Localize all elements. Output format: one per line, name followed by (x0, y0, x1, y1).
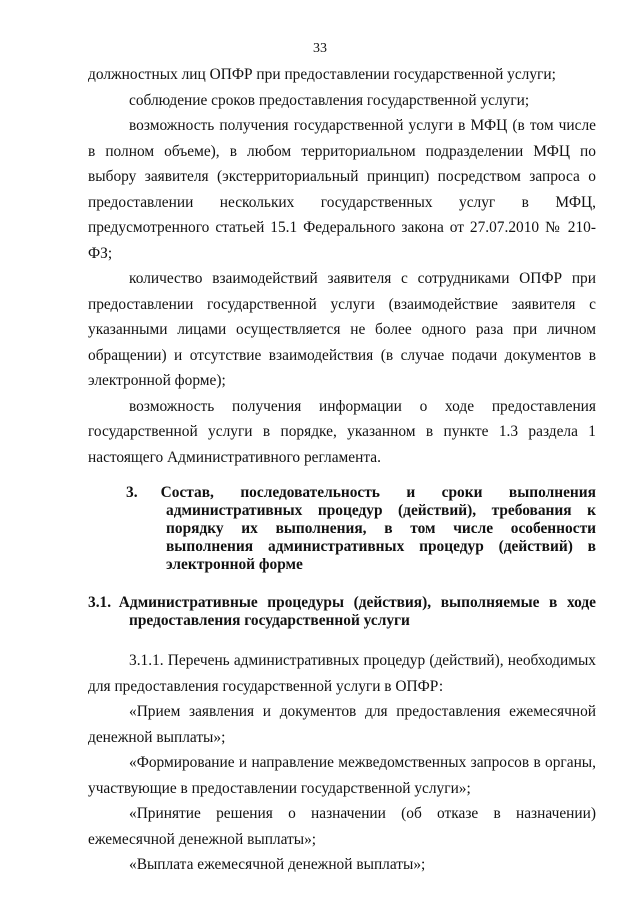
paragraph: возможность получения информации о ходе предоставления государственной услуги в порядке, указанном в пункте 1.3 раздела 1 настоящего Административного регламента. (88, 397, 596, 466)
paragraph: «Формирование и направление межведомственных запросов в органы, участвующие в предоставлении государственной услуги»; (88, 754, 596, 797)
paragraph: количество взаимодействий заявителя с сотрудниками ОПФР при предоставлении государственной услуги (взаимодействие заявителя с указанными лицами осуществляется не более одного раза при личном обращении) и отсутствие взаимодействия (в случае подачи документов в электронной форме); (88, 270, 596, 389)
paragraph: должностных лиц ОПФР при предоставлении государственной услуги; (88, 66, 556, 83)
section-3-title: Состав, последовательность и сроки выполнения административных процедур (действий), требования к порядку их выполнения, в том числе особенности выполнения административных процедур (действий) в электронной форме (160, 484, 596, 573)
document-body (88, 62, 596, 878)
page-number: 33 (313, 41, 327, 56)
spacer (88, 630, 596, 648)
paragraph: соблюдение сроков предоставления государственной услуги; (129, 91, 530, 109)
paragraph: «Прием заявления и документов для предоставления ежемесячной денежной выплаты»; (88, 703, 596, 746)
paragraph: возможность получения государственной услуги в МФЦ (в том числе в полном объеме), в любом территориальном подразделении МФЦ по выбору заявителя (экстерриториальный принцип) посредством запроса о предоставлении нескольких государственных услуг в МФЦ, предусмотренного статьей 15.1 Федерального закона от 27.07.2010 № 210-ФЗ; (88, 117, 596, 262)
section-3-heading (88, 484, 596, 574)
section-3-1-number: 3.1. (88, 594, 112, 611)
section-3-1-title: Административные процедуры (действия), выполняемые в ходе предоставления государственной услуги (118, 594, 596, 629)
section-3-1-heading (88, 594, 596, 630)
paragraph: «Выплата ежемесячной денежной выплаты»; (129, 856, 426, 873)
paragraph: 3.1.1. Перечень административных процедур (действий), необходимых для предоставления государственной услуги в ОПФР: (88, 652, 596, 695)
paragraph: «Принятие решения о назначении (об отказе в назначении) ежемесячной денежной выплаты»; (88, 805, 596, 848)
section-3-number: 3. (126, 484, 138, 501)
